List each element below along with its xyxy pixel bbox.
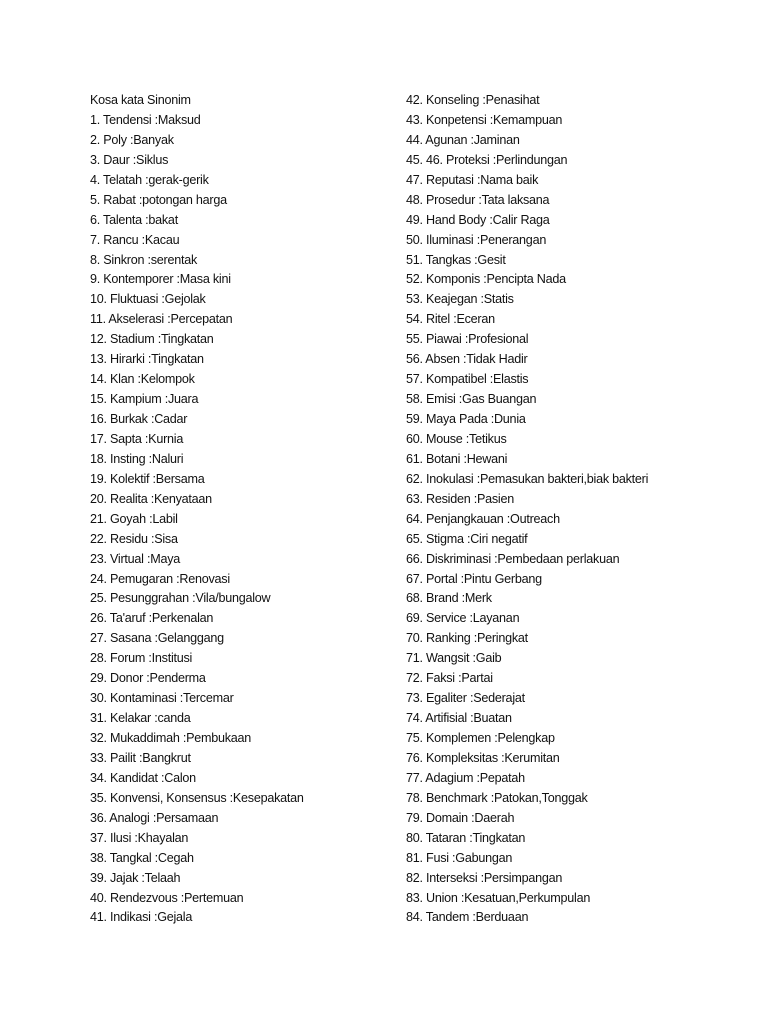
synonym-entry: 6. Talenta :bakat <box>90 212 178 227</box>
synonym-entry: 57. Kompatibel :Elastis <box>406 372 529 387</box>
right-column <box>406 91 756 928</box>
synonym-entry: 14. Klan :Kelompok <box>90 372 195 387</box>
synonym-entry: 58. Emisi :Gas Buangan <box>406 392 537 407</box>
synonym-entry: 64. Penjangkauan :Outreach <box>406 511 560 526</box>
synonym-entry: 17. Sapta :Kurnia <box>90 431 184 446</box>
synonym-entry: 52. Komponis :Pencipta Nada <box>406 272 566 287</box>
synonym-entry: 54. Ritel :Eceran <box>406 312 495 327</box>
synonym-entry: 49. Hand Body :Calir Raga <box>406 212 550 227</box>
synonym-entry: 80. Tataran :Tingkatan <box>406 830 526 845</box>
synonym-entry: 2. Poly :Banyak <box>90 132 174 147</box>
synonym-entry: 1. Tendensi :Maksud <box>90 112 201 127</box>
left-column <box>90 91 390 928</box>
synonym-entry: 12. Stadium :Tingkatan <box>90 332 214 347</box>
synonym-entry: 59. Maya Pada :Dunia <box>406 412 526 426</box>
synonym-entry: 68. Brand :Merk <box>406 591 492 606</box>
synonym-entry: 27. Sasana :Gelanggang <box>90 631 224 646</box>
synonym-entry: 43. Konpetensi :Kemampuan <box>406 112 563 127</box>
synonym-entry: 61. Botani :Hewani <box>406 451 508 466</box>
synonym-entry: 50. Iluminasi :Penerangan <box>406 232 547 247</box>
synonym-entry: 9. Kontemporer :Masa kini <box>90 272 231 287</box>
synonym-entry: 29. Donor :Penderma <box>90 671 206 686</box>
synonym-entry: 83. Union :Kesatuan,Perkumpulan <box>406 890 591 905</box>
synonym-entry: 4. Telatah :gerak-gerik <box>90 172 209 187</box>
synonym-entry: 28. Forum :Institusi <box>90 651 193 666</box>
document-title: Kosa kata Sinonim <box>90 93 191 107</box>
synonym-entry: 8. Sinkron :serentak <box>90 252 198 267</box>
synonym-entry: 56. Absen :Tidak Hadir <box>406 352 528 367</box>
synonym-entry: 13. Hirarki :Tingkatan <box>90 352 204 367</box>
synonym-entry: 44. Agunan :Jaminan <box>406 132 520 147</box>
synonym-entry: 16. Burkak :Cadar <box>90 412 188 426</box>
synonym-entry: 21. Goyah :Labil <box>90 511 178 526</box>
synonym-entry: 37. Ilusi :Khayalan <box>90 830 189 845</box>
synonym-entry: 60. Mouse :Tetikus <box>406 431 507 446</box>
synonym-entry: 36. Analogi :Persamaan <box>90 810 219 825</box>
synonym-entry: 5. Rabat :potongan harga <box>90 192 227 207</box>
synonym-entry: 10. Fluktuasi :Gejolak <box>90 292 206 307</box>
synonym-entry: 75. Komplemen :Pelengkap <box>406 731 555 745</box>
synonym-entry: 41. Indikasi :Gejala <box>90 910 193 925</box>
synonym-entry: 70. Ranking :Peringkat <box>406 631 528 646</box>
synonym-entry: 73. Egaliter :Sederajat <box>406 691 525 706</box>
synonym-entry: 40. Rendezvous :Pertemuan <box>90 890 244 905</box>
synonym-entry: 66. Diskriminasi :Pembedaan perlakuan <box>406 551 620 566</box>
synonym-entry: 53. Keajegan :Statis <box>406 292 514 307</box>
synonym-entry: 39. Jajak :Telaah <box>90 870 181 885</box>
synonym-entry: 7. Rancu :Kacau <box>90 232 180 247</box>
synonym-entry: 77. Adagium :Pepatah <box>406 770 525 785</box>
synonym-entry: 84. Tandem :Berduaan <box>406 910 529 925</box>
synonym-entry: 74. Artifisial :Buatan <box>406 711 512 726</box>
synonym-entry: 78. Benchmark :Patokan,Tonggak <box>406 790 588 805</box>
synonym-entry: 65. Stigma :Ciri negatif <box>406 531 528 546</box>
synonym-entry: 30. Kontaminasi :Tercemar <box>90 691 234 706</box>
synonym-entry: 47. Reputasi :Nama baik <box>406 172 539 187</box>
synonym-entry: 31. Kelakar :canda <box>90 711 191 726</box>
synonym-entry: 25. Pesunggrahan :Vila/bungalow <box>90 591 271 606</box>
synonym-entry: 24. Pemugaran :Renovasi <box>90 571 230 586</box>
synonym-entry: 72. Faksi :Partai <box>406 671 493 686</box>
synonym-entry: 38. Tangkal :Cegah <box>90 850 194 865</box>
synonym-entry: 11. Akselerasi :Percepatan <box>90 312 233 327</box>
synonym-entry: 81. Fusi :Gabungan <box>406 850 513 865</box>
synonym-entry: 18. Insting :Naluri <box>90 451 184 466</box>
synonym-entry: 45. 46. Proteksi :Perlindungan <box>406 152 568 167</box>
synonym-entry: 26. Ta'aruf :Perkenalan <box>90 611 214 626</box>
synonym-entry: 62. Inokulasi :Pemasukan bakteri,biak bakteri <box>406 471 649 486</box>
synonym-entry: 48. Prosedur :Tata laksana <box>406 192 550 207</box>
synonym-entry: 32. Mukaddimah :Pembukaan <box>90 731 252 745</box>
synonym-entry: 42. Konseling :Penasihat <box>406 93 540 107</box>
synonym-entry: 67. Portal :Pintu Gerbang <box>406 571 542 586</box>
synonym-entry: 23. Virtual :Maya <box>90 551 181 566</box>
synonym-entry: 35. Konvensi, Konsensus :Kesepakatan <box>90 790 304 805</box>
synonym-entry: 82. Interseksi :Persimpangan <box>406 870 563 885</box>
synonym-entry: 71. Wangsit :Gaib <box>406 651 502 666</box>
synonym-entry: 33. Pailit :Bangkrut <box>90 750 191 765</box>
synonym-entry: 3. Daur :Siklus <box>90 152 169 167</box>
synonym-entry: 51. Tangkas :Gesit <box>406 252 506 267</box>
synonym-entry: 19. Kolektif :Bersama <box>90 471 205 486</box>
synonym-entry: 69. Service :Layanan <box>406 611 520 626</box>
synonym-entry: 34. Kandidat :Calon <box>90 770 196 785</box>
synonym-entry: 76. Kompleksitas :Kerumitan <box>406 750 560 765</box>
synonym-entry: 15. Kampium :Juara <box>90 392 199 407</box>
synonym-entry: 22. Residu :Sisa <box>90 531 178 546</box>
synonym-entry: 20. Realita :Kenyataan <box>90 491 212 506</box>
synonym-entry: 55. Piawai :Profesional <box>406 332 529 347</box>
synonym-entry: 63. Residen :Pasien <box>406 491 514 506</box>
synonym-entry: 79. Domain :Daerah <box>406 810 515 825</box>
